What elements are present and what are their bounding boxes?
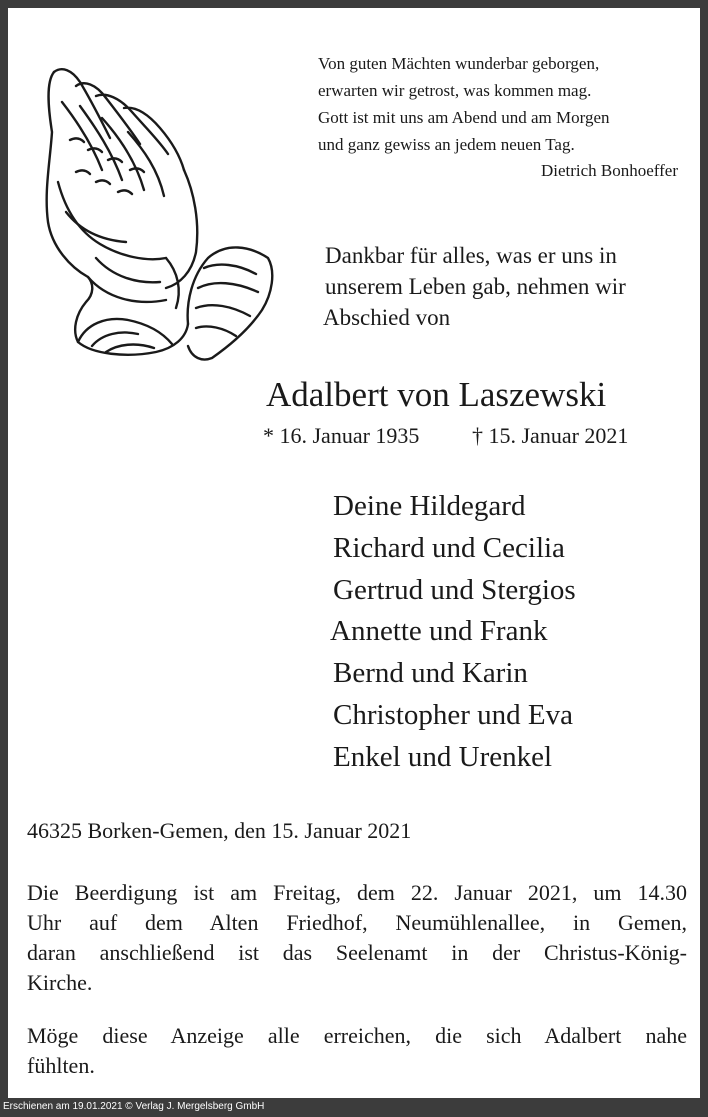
poem-line: und ganz gewiss an jedem neuen Tag. [318,135,575,154]
publication-footer: Erschienen am 19.01.2021 © Verlag J. Mergelsberg GmbH [3,1101,265,1112]
obituary-notice [8,8,700,1098]
mourner: Gertrud und Stergios [333,573,576,606]
praying-hands-icon [36,62,276,372]
funeral-line: Uhr auf dem Alten Friedhof, Neumühlenallee, in Gemen, [27,910,687,935]
mourner: Bernd und Karin [333,657,528,690]
mourner: Annette und Frank [330,615,548,648]
poem [318,50,688,158]
closing-line: Möge diese Anzeige alle erreichen, die sich Adalbert nahe [27,1023,687,1048]
poem-author: Dietrich Bonhoeffer [540,161,678,180]
mourner: Enkel und Urenkel [333,740,553,773]
mourner: Richard und Cecilia [333,531,565,564]
birth-date: * 16. Januar 1935 [263,423,420,448]
funeral-details [27,878,687,998]
intro-line: Abschied von [323,305,451,330]
intro-line: Dankbar für alles, was er uns in [325,243,617,268]
deceased-name: Adalbert von Laszewski [266,375,607,414]
poem-line: Von guten Mächten wunderbar geborgen, [318,54,600,73]
funeral-line: daran anschließend ist das Seelenamt in der Christus-König- [27,940,687,965]
poem-line: erwarten wir getrost, was kommen mag. [318,81,592,100]
funeral-line: Kirche. [27,970,93,995]
mourner: Christopher und Eva [333,698,574,731]
place-and-date: 46325 Borken-Gemen, den 15. Januar 2021 [27,818,412,843]
intro-text [325,240,626,333]
funeral-line: Die Beerdigung ist am Freitag, dem 22. Januar 2021, um 14.30 [27,880,687,905]
mourners-list [330,486,576,779]
closing-note [27,1021,687,1081]
closing-line: fühlten. [27,1053,95,1078]
mourner: Deine Hildegard [333,490,526,522]
poem-line: Gott ist mit uns am Abend und am Morgen [318,108,610,127]
intro-line: unserem Leben gab, nehmen wir [325,274,626,299]
death-date: † 15. Januar 2021 [472,423,629,448]
